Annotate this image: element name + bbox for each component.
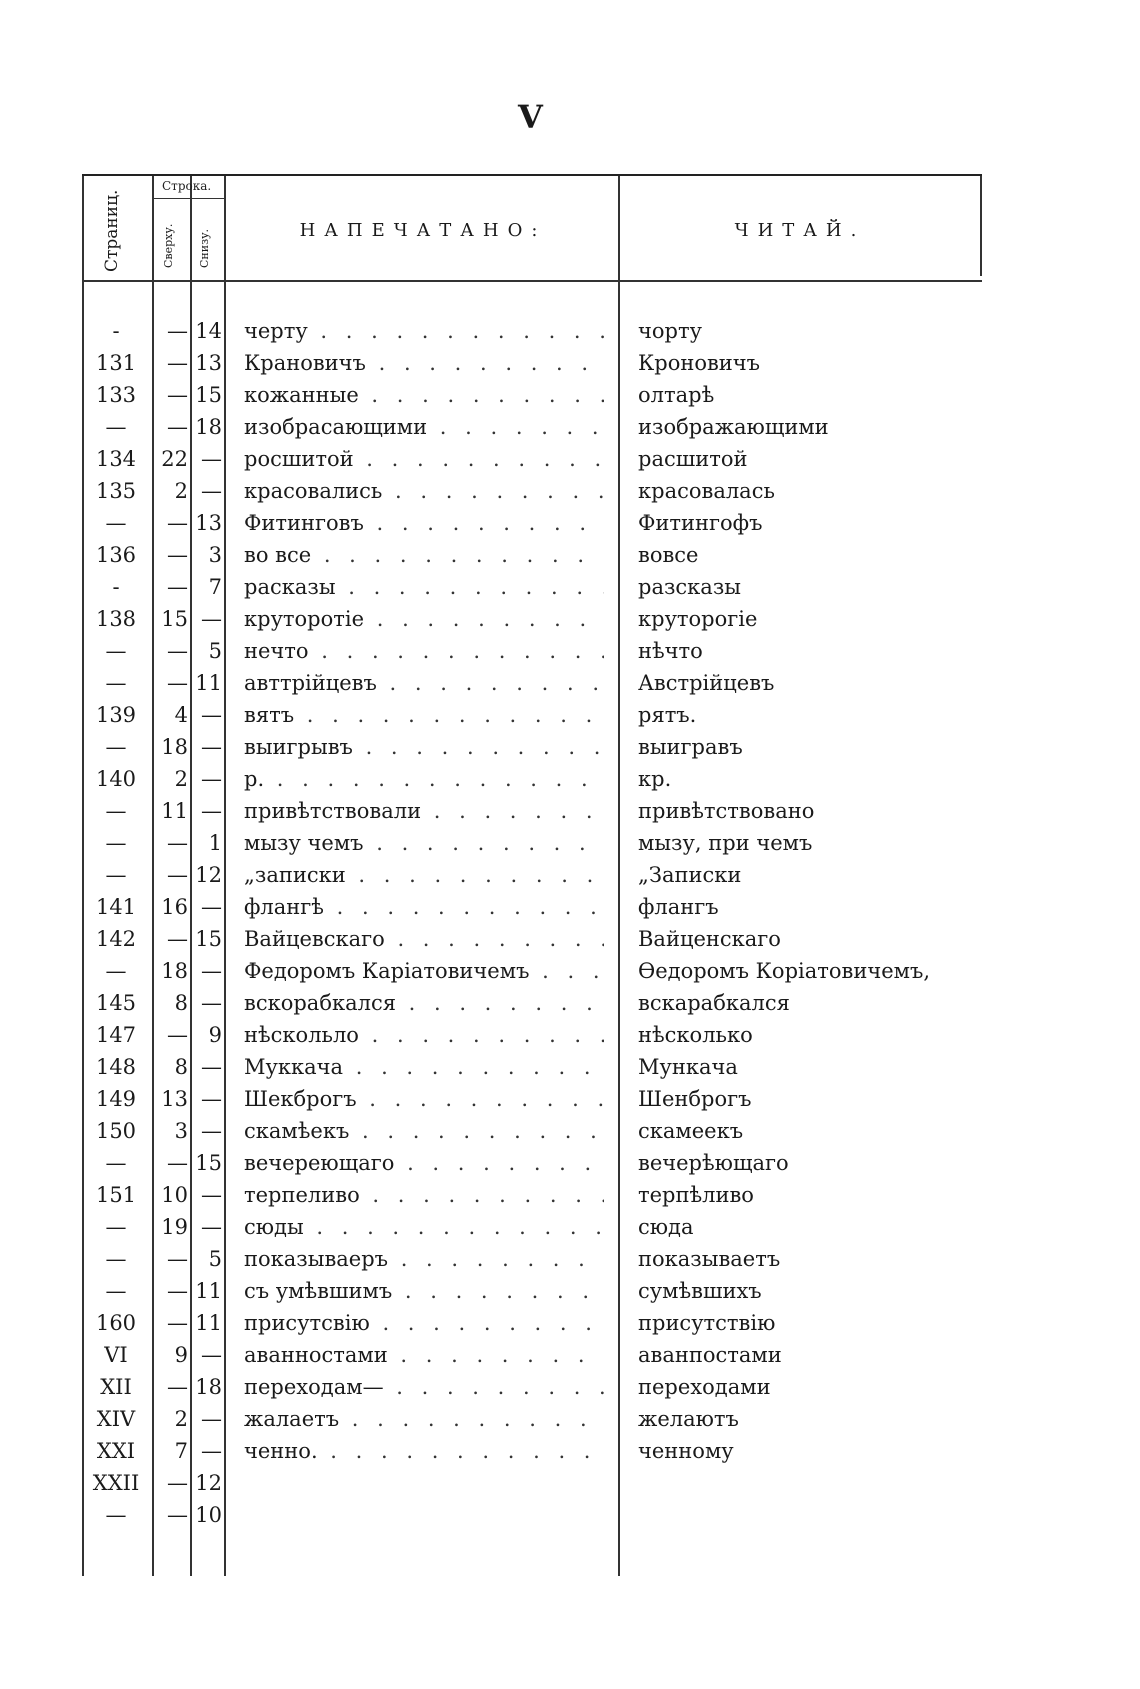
line-bottom-cell: 15 (195, 927, 222, 951)
line-top-cell: 19 (161, 1215, 188, 1239)
read-cell: разсказы (638, 575, 741, 599)
printed-cell: расказы . . . (244, 571, 604, 603)
line-bottom-cell: — (201, 1119, 222, 1143)
line-bottom-cell: — (201, 607, 222, 631)
header-page: Страниц. (102, 189, 122, 272)
read-cell: кр. (638, 767, 672, 791)
line-bottom-cell: 11 (195, 1311, 222, 1335)
printed-cell: Муккача . . . (244, 1051, 604, 1083)
page-cell: 133 (95, 383, 137, 407)
line-bottom-cell: 5 (208, 1247, 222, 1271)
table-row (82, 1083, 982, 1115)
printed-cell: изобрасающими . . . (244, 411, 604, 443)
read-cell: вскарабкался (638, 991, 790, 1015)
table-row (82, 1115, 982, 1147)
table-row (82, 1339, 982, 1371)
table-row (82, 763, 982, 795)
line-top-cell: — (167, 863, 188, 887)
page-cell: 134 (95, 447, 137, 471)
line-bottom-cell: 9 (208, 1023, 222, 1047)
line-bottom-cell: 18 (195, 415, 222, 439)
page-cell: 160 (95, 1311, 137, 1335)
line-bottom-cell: 11 (195, 1279, 222, 1303)
line-top-cell: 9 (174, 1343, 188, 1367)
page-cell: 138 (95, 607, 137, 631)
read-cell: переходами (638, 1375, 771, 1399)
line-bottom-cell: 13 (195, 351, 222, 375)
page-cell: 131 (95, 351, 137, 375)
line-top-cell: — (167, 927, 188, 951)
line-top-cell: 3 (174, 1119, 188, 1143)
line-bottom-cell: 1 (208, 831, 222, 855)
printed-cell: скамѣекъ . . . (244, 1115, 604, 1147)
read-cell: Австрійцевъ (638, 671, 775, 695)
table-row (82, 1147, 982, 1179)
printed-cell: авттрійцевъ . . . (244, 667, 604, 699)
line-top-cell: 8 (174, 991, 188, 1015)
table-row (82, 315, 982, 347)
table-row (82, 987, 982, 1019)
printed-cell: съ умѣвшимъ . . . (244, 1275, 604, 1307)
printed-cell: круторотіе . . . (244, 603, 604, 635)
line-top-cell: — (167, 351, 188, 375)
table-row (82, 1211, 982, 1243)
page-cell: 140 (95, 767, 137, 791)
page-cell: XII (100, 1375, 132, 1399)
printed-cell: присутсвію . . . (244, 1307, 604, 1339)
printed-cell: нечто . . . (244, 635, 604, 667)
printed-cell: аванностами . . . (244, 1339, 604, 1371)
table-row (82, 539, 982, 571)
printed-cell: кожанные . . . (244, 379, 604, 411)
printed-cell: выигрывъ . . . (244, 731, 604, 763)
page-cell: — (105, 831, 127, 855)
line-top-cell: — (167, 1375, 188, 1399)
table-row (82, 635, 982, 667)
page-cell: — (105, 1151, 127, 1175)
page-cell: 147 (95, 1023, 137, 1047)
read-cell: Ѳедоромъ Коріатовичемъ, (638, 959, 931, 983)
page-cell: 136 (95, 543, 137, 567)
printed-cell: ченно. . . . (244, 1435, 604, 1467)
printed-cell: Крановичъ . . . (244, 347, 604, 379)
line-bottom-cell: 7 (208, 575, 222, 599)
line-top-cell: — (167, 1503, 188, 1527)
page-cell: — (105, 639, 127, 663)
page-number: V (518, 98, 543, 136)
line-bottom-cell: — (201, 799, 222, 823)
table-row (82, 731, 982, 763)
line-top-cell: — (167, 831, 188, 855)
read-cell: нѣсколько (638, 1023, 753, 1047)
line-top-cell: 18 (161, 735, 188, 759)
line-top-cell: 22 (161, 447, 188, 471)
line-top-cell: 2 (174, 1407, 188, 1431)
table-row (82, 379, 982, 411)
table-row (82, 347, 982, 379)
header-bottom-rule (82, 280, 982, 282)
table-row (82, 571, 982, 603)
line-bottom-cell: — (201, 1407, 222, 1431)
line-bottom-cell: — (201, 447, 222, 471)
header-from-bottom: Снизу. (198, 228, 211, 268)
line-top-cell: 2 (174, 479, 188, 503)
line-top-cell: — (167, 671, 188, 695)
table-row (82, 1435, 982, 1467)
table-row (82, 1467, 982, 1499)
line-bottom-cell: 11 (195, 671, 222, 695)
printed-cell: Федоромъ Каріатовичемъ . . . (244, 955, 604, 987)
line-bottom-cell: — (201, 735, 222, 759)
printed-cell: Шекброгъ . . . (244, 1083, 604, 1115)
line-top-cell: — (167, 511, 188, 535)
page-cell: — (105, 511, 127, 535)
line-header-rule (152, 198, 224, 199)
table-row (82, 507, 982, 539)
printed-cell: нѣскольло . . . (244, 1019, 604, 1051)
line-top-cell: — (167, 1247, 188, 1271)
table-row (82, 699, 982, 731)
line-bottom-cell: — (201, 991, 222, 1015)
page-cell: — (105, 1247, 127, 1271)
line-top-cell: — (167, 575, 188, 599)
printed-cell: показываеръ . . . (244, 1243, 604, 1275)
page-cell: — (105, 735, 127, 759)
line-bottom-cell: 14 (195, 319, 222, 343)
line-bottom-cell: — (201, 895, 222, 919)
line-top-cell: — (167, 639, 188, 663)
printed-cell: вечереющаго . . . (244, 1147, 604, 1179)
read-cell: Шенброгъ (638, 1087, 752, 1111)
header-read: ЧИТАЙ. (734, 220, 866, 241)
line-top-cell: 16 (161, 895, 188, 919)
line-top-cell: 15 (161, 607, 188, 631)
page-cell: 150 (95, 1119, 137, 1143)
page-cell: 139 (95, 703, 137, 727)
printed-cell: флангѣ . . . (244, 891, 604, 923)
line-bottom-cell: 18 (195, 1375, 222, 1399)
line-top-cell: — (167, 383, 188, 407)
printed-cell: красовались . . . (244, 475, 604, 507)
read-cell: мызу, при чемъ (638, 831, 813, 855)
line-top-cell: — (167, 1151, 188, 1175)
page-cell: 135 (95, 479, 137, 503)
read-cell: флангъ (638, 895, 719, 919)
table-row (82, 827, 982, 859)
line-bottom-cell: 3 (208, 543, 222, 567)
printed-cell: жалаетъ . . . (244, 1403, 604, 1435)
line-top-cell: — (167, 1023, 188, 1047)
page-cell: — (105, 671, 127, 695)
printed-cell: вятъ . . . (244, 699, 604, 731)
line-bottom-cell: — (201, 1055, 222, 1079)
printed-cell: сюды . . . (244, 1211, 604, 1243)
line-bottom-cell: — (201, 767, 222, 791)
printed-cell: Вайцевскаго . . . (244, 923, 604, 955)
line-bottom-cell: — (201, 1215, 222, 1239)
page-cell: - (112, 319, 120, 343)
page-cell: XIV (96, 1407, 136, 1431)
read-cell: красовалась (638, 479, 775, 503)
line-bottom-cell: 12 (195, 1471, 222, 1495)
table-row (82, 603, 982, 635)
printed-cell: черту . . . (244, 315, 604, 347)
read-cell: показываетъ (638, 1247, 781, 1271)
line-top-cell: — (167, 415, 188, 439)
read-cell: чорту (638, 319, 702, 343)
read-cell: „Записки (638, 863, 742, 887)
printed-cell: вскорабкался . . . (244, 987, 604, 1019)
read-cell: вечерѣющаго (638, 1151, 789, 1175)
read-cell: скамеекъ (638, 1119, 744, 1143)
line-top-cell: 11 (161, 799, 188, 823)
read-cell: круторогіе (638, 607, 758, 631)
read-cell: вовсе (638, 543, 699, 567)
table-row (82, 1307, 982, 1339)
table-row (82, 891, 982, 923)
line-bottom-cell: 12 (195, 863, 222, 887)
printed-cell: р. . . . (244, 763, 604, 795)
read-cell: Мункача (638, 1055, 738, 1079)
page-cell: — (105, 1279, 127, 1303)
table-row (82, 1499, 982, 1531)
line-top-cell: 4 (174, 703, 188, 727)
table-row (82, 1371, 982, 1403)
read-cell: сумѣвшихъ (638, 1279, 762, 1303)
line-top-cell: 7 (174, 1439, 188, 1463)
line-bottom-cell: — (201, 479, 222, 503)
line-bottom-cell: 13 (195, 511, 222, 535)
read-cell: желаютъ (638, 1407, 739, 1431)
page-cell: — (105, 959, 127, 983)
printed-cell: привѣтствовали . . . (244, 795, 604, 827)
table-row (82, 1403, 982, 1435)
page-cell: — (105, 1215, 127, 1239)
table-row (82, 1019, 982, 1051)
page-cell: 148 (95, 1055, 137, 1079)
line-top-cell: 8 (174, 1055, 188, 1079)
table-row (82, 1051, 982, 1083)
read-cell: рятъ. (638, 703, 697, 727)
read-cell: сюда (638, 1215, 694, 1239)
page-cell: — (105, 863, 127, 887)
read-cell: Фитингофъ (638, 511, 763, 535)
page-cell: XXII (92, 1471, 140, 1495)
read-cell: нѣчто (638, 639, 703, 663)
table-right-border (980, 176, 982, 276)
read-cell: ченному (638, 1439, 734, 1463)
table-row (82, 1275, 982, 1307)
read-cell: Кроновичъ (638, 351, 761, 375)
printed-cell: переходам— . . . (244, 1371, 604, 1403)
read-cell: присутствію (638, 1311, 776, 1335)
table-row (82, 475, 982, 507)
line-bottom-cell: — (201, 1343, 222, 1367)
page-cell: - (112, 575, 120, 599)
read-cell: олтарѣ (638, 383, 715, 407)
table-row (82, 955, 982, 987)
table-row (82, 859, 982, 891)
read-cell: привѣтствовано (638, 799, 815, 823)
line-top-cell: — (167, 1311, 188, 1335)
printed-cell: во все . . . (244, 539, 604, 571)
line-top-cell: 18 (161, 959, 188, 983)
line-top-cell: — (167, 319, 188, 343)
line-bottom-cell: 10 (195, 1503, 222, 1527)
table-row (82, 795, 982, 827)
read-cell: выигравъ (638, 735, 743, 759)
line-top-cell: 10 (161, 1183, 188, 1207)
line-bottom-cell: 5 (208, 639, 222, 663)
printed-cell: „записки . . . (244, 859, 604, 891)
table-row (82, 923, 982, 955)
line-bottom-cell: 15 (195, 383, 222, 407)
header-from-top: Сверху. (162, 223, 175, 268)
table-row (82, 1179, 982, 1211)
page-cell: — (105, 1503, 127, 1527)
line-top-cell: — (167, 543, 188, 567)
table-row (82, 1243, 982, 1275)
table-row (82, 411, 982, 443)
line-bottom-cell: — (201, 1183, 222, 1207)
read-cell: изображающими (638, 415, 829, 439)
printed-cell: Фитинговъ . . . (244, 507, 604, 539)
header-line: Строка. (162, 179, 212, 193)
table-row (82, 667, 982, 699)
line-bottom-cell: 15 (195, 1151, 222, 1175)
printed-cell: терпеливо . . . (244, 1179, 604, 1211)
errata-rows (82, 315, 982, 1531)
line-top-cell: 13 (161, 1087, 188, 1111)
line-top-cell: 2 (174, 767, 188, 791)
read-cell: расшитой (638, 447, 748, 471)
read-cell: Вайценскаго (638, 927, 781, 951)
page-cell: 149 (95, 1087, 137, 1111)
line-bottom-cell: — (201, 1439, 222, 1463)
line-top-cell: — (167, 1471, 188, 1495)
page-cell: — (105, 415, 127, 439)
page-cell: VI (104, 1343, 128, 1367)
line-bottom-cell: — (201, 1087, 222, 1111)
read-cell: аванпостами (638, 1343, 782, 1367)
read-cell: терпѣливо (638, 1183, 754, 1207)
line-top-cell: — (167, 1279, 188, 1303)
line-bottom-cell: — (201, 959, 222, 983)
printed-cell: росшитой . . . (244, 443, 604, 475)
line-bottom-cell: — (201, 703, 222, 727)
page-cell: 141 (95, 895, 137, 919)
table-row (82, 443, 982, 475)
printed-cell: мызу чемъ . . . (244, 827, 604, 859)
page-cell: — (105, 799, 127, 823)
header-printed: НАПЕЧАТАНО: (299, 220, 547, 241)
page-cell: XXI (96, 1439, 136, 1463)
page-cell: 145 (95, 991, 137, 1015)
page-cell: 142 (95, 927, 137, 951)
page-cell: 151 (95, 1183, 137, 1207)
